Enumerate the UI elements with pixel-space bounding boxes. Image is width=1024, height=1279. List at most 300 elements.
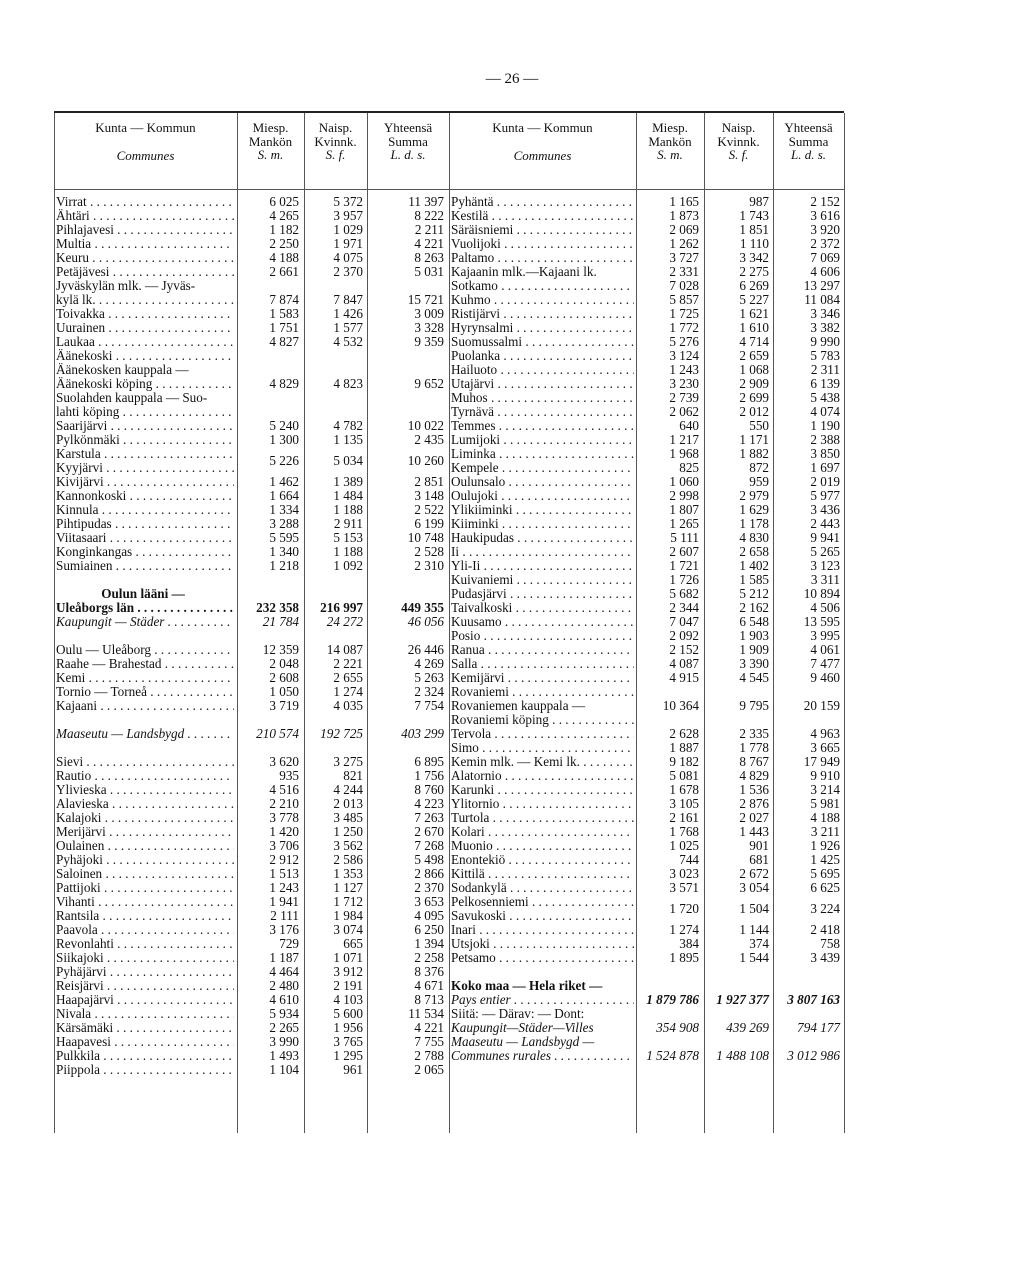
commune-name: Pudasjärvi . . . (451, 587, 634, 601)
female-count: 961 (343, 1062, 363, 1077)
total-count: 7 755 (414, 1034, 444, 1049)
table-row (449, 713, 844, 727)
female-count: 1 135 (333, 432, 363, 447)
table-row (54, 979, 449, 993)
commune-name: Tyrnävä . . . (451, 405, 634, 419)
female-count: 4 823 (333, 376, 363, 391)
female-count: 216 997 (320, 600, 363, 615)
table-row (54, 1007, 449, 1021)
table-row (449, 1021, 844, 1035)
commune-name: Pays entier . . . (451, 993, 634, 1007)
commune-name: Kuivaniemi . . . (451, 573, 634, 587)
commune-name: Ylitornio . . . (451, 797, 634, 811)
commune-name: Ranua . . . (451, 643, 634, 657)
female-count: 1 295 (333, 1048, 363, 1063)
table-row (54, 321, 449, 335)
commune-name: Vihanti . . . (56, 895, 234, 909)
table-row (54, 629, 449, 643)
total-count: 794 177 (797, 1020, 840, 1035)
header-yhteensa: Yhteensä Summa L. d. s. (383, 120, 433, 162)
commune-name: Pihlajavesi . . . (56, 223, 234, 237)
female-count: 2 335 (739, 726, 769, 741)
male-count: 729 (279, 936, 299, 951)
total-count: 3 311 (810, 572, 840, 587)
commune-name: Piippola . . . (56, 1063, 234, 1077)
commune-name: Viitasaari . . . (56, 531, 234, 545)
male-count: 1 807 (669, 502, 699, 517)
table-row (449, 545, 844, 559)
commune-name: Communes rurales . . . (451, 1049, 634, 1063)
male-count: 1 187 (269, 950, 299, 965)
commune-name: Oulunsalo . . . (451, 475, 634, 489)
total-count: 4 506 (810, 600, 840, 615)
female-count: 7 847 (333, 292, 363, 307)
total-count: 3 214 (810, 782, 840, 797)
table-row (449, 839, 844, 853)
female-count: 2 672 (739, 866, 769, 881)
male-count: 1 772 (669, 320, 699, 335)
female-count: 821 (343, 768, 363, 783)
male-count: 2 062 (669, 404, 699, 419)
table-row (54, 559, 449, 573)
commune-name: Kempele . . . (451, 461, 634, 475)
male-count: 4 265 (269, 208, 299, 223)
male-count: 1 887 (669, 740, 699, 755)
male-count: 232 358 (256, 600, 299, 615)
commune-name: Hailuoto . . . (451, 363, 634, 377)
female-count: 1 389 (333, 474, 363, 489)
commune-name: Pyhäntä . . . (451, 195, 634, 209)
male-count: 12 359 (262, 642, 299, 657)
female-count: 987 (749, 194, 769, 209)
commune-name: Sumiainen . . . (56, 559, 234, 573)
female-count: 1 610 (739, 320, 769, 335)
table-row (54, 237, 449, 251)
male-count: 1 243 (269, 880, 299, 895)
male-count: 3 023 (669, 866, 699, 881)
commune-name: Reisjärvi . . . (56, 979, 234, 993)
male-count: 1 462 (269, 474, 299, 489)
male-count: 1 300 (269, 432, 299, 447)
female-count: 1 029 (333, 222, 363, 237)
total-count: 2 324 (414, 684, 444, 699)
table-row (449, 279, 844, 293)
total-count: 46 056 (407, 614, 444, 629)
female-count: 1 903 (739, 628, 769, 643)
male-count: 5 595 (269, 530, 299, 545)
commune-name: Haukipudas . . . (451, 531, 634, 545)
total-count: 9 359 (414, 334, 444, 349)
total-count: 1 756 (414, 768, 444, 783)
male-count: 5 934 (269, 1006, 299, 1021)
female-count: 9 795 (739, 698, 769, 713)
commune-name: Saloinen . . . (56, 867, 234, 881)
commune-name: Ylikiiminki . . . (451, 503, 634, 517)
commune-name: Kaupungit — Städer . . . (56, 615, 234, 629)
page-number: — 26 — (485, 71, 539, 87)
male-count: 1 751 (269, 320, 299, 335)
male-count: 2 628 (669, 726, 699, 741)
female-count: 1 274 (333, 684, 363, 699)
header-kunta-right: Kunta — Kommun Communes (492, 120, 593, 163)
commune-name: Rovaniemen kauppala — (451, 699, 586, 713)
male-count: 5 226 (269, 453, 299, 468)
commune-name: Pelkosenniemi . . . (451, 895, 634, 909)
total-count: 4 223 (414, 796, 444, 811)
male-count: 2 331 (669, 264, 699, 279)
male-count: 1 721 (669, 558, 699, 573)
table-row (449, 517, 844, 531)
table-row (449, 741, 844, 755)
table-row (449, 923, 844, 937)
total-count: 1 697 (810, 460, 840, 475)
male-count: 384 (679, 936, 699, 951)
commune-name: Ylivieska . . . (56, 783, 234, 797)
table-row (449, 503, 844, 517)
male-count: 2 152 (669, 642, 699, 657)
female-count: 2 013 (333, 796, 363, 811)
header-miesp: Miesp. Mankön S. m. (248, 120, 293, 162)
table-row (54, 797, 449, 811)
commune-name: Jyväskylän mlk. — Jyväs- (56, 279, 196, 293)
commune-name: Pihtipudas . . . (56, 517, 234, 531)
male-count: 1 583 (269, 306, 299, 321)
table-row (54, 685, 449, 699)
table-row (54, 839, 449, 853)
female-count: 1 353 (333, 866, 363, 881)
male-count: 2 265 (269, 1020, 299, 1035)
female-count: 4 545 (739, 670, 769, 685)
female-count: 1 426 (333, 306, 363, 321)
male-count: 5 240 (269, 418, 299, 433)
table-row (449, 195, 844, 209)
commune-name: Suomussalmi . . . (451, 335, 634, 349)
commune-name: Oulun lääni — (101, 587, 185, 601)
table-row (54, 811, 449, 825)
female-count: 1 927 377 (716, 992, 769, 1007)
total-count: 10 260 (407, 453, 444, 468)
male-count: 1 524 878 (646, 1048, 699, 1063)
total-count: 6 625 (810, 880, 840, 895)
table-row (54, 965, 449, 979)
table-row (54, 937, 449, 951)
total-count: 2 388 (810, 432, 840, 447)
male-count: 1 050 (269, 684, 299, 699)
commune-name: Ähtäri . . . (56, 209, 234, 223)
commune-name: Kajaanin mlk.—Kajaani lk. (451, 265, 597, 279)
table-row (54, 209, 449, 223)
commune-name: Kärsämäki . . . (56, 1021, 234, 1035)
table-row (449, 489, 844, 503)
total-count: 1 926 (810, 838, 840, 853)
table-row (449, 643, 844, 657)
table-row (449, 979, 844, 993)
table-row (54, 601, 449, 615)
commune-name: Kemijärvi . . . (451, 671, 634, 685)
total-count: 4 963 (810, 726, 840, 741)
female-count: 1 110 (739, 236, 769, 251)
total-count: 7 754 (414, 698, 444, 713)
commune-name: Muonio . . . (451, 839, 634, 853)
male-count: 1 513 (269, 866, 299, 881)
male-count: 4 610 (269, 992, 299, 1007)
male-count: 4 188 (269, 250, 299, 265)
male-count: 7 047 (669, 614, 699, 629)
male-count: 2 661 (269, 264, 299, 279)
total-count: 2 211 (414, 222, 444, 237)
total-count: 5 438 (810, 390, 840, 405)
male-count: 1 218 (269, 558, 299, 573)
total-count: 8 222 (414, 208, 444, 223)
commune-name: Kestilä . . . (451, 209, 634, 223)
commune-name: Muhos . . . (451, 391, 634, 405)
table-row (54, 223, 449, 237)
table-row (449, 447, 844, 461)
female-count: 872 (749, 460, 769, 475)
table-row (54, 363, 449, 377)
male-count: 2 161 (669, 810, 699, 825)
male-count: 4 827 (269, 334, 299, 349)
total-count: 3 616 (810, 208, 840, 223)
commune-name: Liminka . . . (451, 447, 634, 461)
male-count: 3 571 (669, 880, 699, 895)
female-count: 1 544 (739, 950, 769, 965)
male-count: 1 725 (669, 306, 699, 321)
female-count: 1 971 (333, 236, 363, 251)
table-row (54, 307, 449, 321)
female-count: 1 851 (739, 222, 769, 237)
total-count: 5 695 (810, 866, 840, 881)
female-count: 5 153 (333, 530, 363, 545)
female-count: 2 909 (739, 376, 769, 391)
total-count: 3 920 (810, 222, 840, 237)
male-count: 1 060 (669, 474, 699, 489)
commune-name: Paltamo . . . (451, 251, 634, 265)
commune-name: Posio . . . (451, 629, 634, 643)
female-count: 1 092 (333, 558, 363, 573)
male-count: 1 104 (269, 1062, 299, 1077)
female-count: 4 782 (333, 418, 363, 433)
commune-name: Siitä: — Därav: — Dont: (451, 1007, 585, 1021)
table-row (449, 1007, 844, 1021)
commune-name: Rantsila . . . (56, 909, 234, 923)
male-count: 6 025 (269, 194, 299, 209)
female-count: 681 (749, 852, 769, 867)
total-count: 4 269 (414, 656, 444, 671)
male-count: 3 124 (669, 348, 699, 363)
male-count: 21 784 (262, 614, 299, 629)
table-row (449, 699, 844, 713)
female-count: 3 074 (333, 922, 363, 937)
total-count: 2 065 (414, 1062, 444, 1077)
male-count: 5 081 (669, 768, 699, 783)
total-count: 2 310 (414, 558, 444, 573)
male-count: 1 873 (669, 208, 699, 223)
total-count: 3 995 (810, 628, 840, 643)
table-row (449, 587, 844, 601)
header-yhteensa-right: Yhteensä Summa L. d. s. (784, 120, 833, 162)
commune-name: Kinnula . . . (56, 503, 234, 517)
male-count: 10 364 (662, 698, 699, 713)
female-count: 1 956 (333, 1020, 363, 1035)
commune-name: Petäjävesi . . . (56, 265, 234, 279)
total-count: 17 949 (803, 754, 840, 769)
table-row (54, 657, 449, 671)
female-count: 2 659 (739, 348, 769, 363)
header-kunta: Kunta — Kommun Communes (95, 120, 196, 163)
table-row (449, 223, 844, 237)
male-count: 9 182 (669, 754, 699, 769)
table-row (54, 727, 449, 741)
male-count: 1 340 (269, 544, 299, 559)
female-count: 1 778 (739, 740, 769, 755)
female-count: 2 658 (739, 544, 769, 559)
female-count: 2 275 (739, 264, 769, 279)
total-count: 9 990 (810, 334, 840, 349)
commune-name: Kiiminki . . . (451, 517, 634, 531)
commune-name: Äänekosken kauppala — (56, 363, 189, 377)
commune-name: Laukaa . . . (56, 335, 234, 349)
commune-name: Yli-Ii . . . (451, 559, 634, 573)
commune-name: Merijärvi . . . (56, 825, 234, 839)
total-count: 2 443 (810, 516, 840, 531)
total-count: 4 074 (810, 404, 840, 419)
male-count: 3 778 (269, 810, 299, 825)
male-count: 1 265 (669, 516, 699, 531)
table-row (449, 363, 844, 377)
commune-name: Lumijoki . . . (451, 433, 634, 447)
female-count: 550 (749, 418, 769, 433)
male-count: 1 182 (269, 222, 299, 237)
commune-name: Sievi . . . (56, 755, 234, 769)
total-count: 6 199 (414, 516, 444, 531)
total-count: 2 019 (810, 474, 840, 489)
total-count: 5 265 (810, 544, 840, 559)
commune-name: Rovaniemi köping . . . (451, 713, 634, 727)
table-row (449, 405, 844, 419)
table-row (449, 335, 844, 349)
commune-name: Ii . . . (451, 545, 634, 559)
male-count: 4 829 (269, 376, 299, 391)
commune-name: Pylkönmäki . . . (56, 433, 234, 447)
table-row (54, 349, 449, 363)
female-count: 1 577 (333, 320, 363, 335)
table-row (54, 755, 449, 769)
total-count: 7 477 (810, 656, 840, 671)
male-count: 5 111 (670, 530, 699, 545)
male-count: 1 243 (669, 362, 699, 377)
total-count: 1 425 (810, 852, 840, 867)
male-count: 2 998 (669, 488, 699, 503)
female-count: 3 765 (333, 1034, 363, 1049)
total-count: 4 606 (810, 264, 840, 279)
female-count: 2 699 (739, 390, 769, 405)
commune-name: kylä lk. . . . (56, 293, 234, 307)
total-count: 7 268 (414, 838, 444, 853)
table-row (449, 825, 844, 839)
male-count: 1 720 (669, 901, 699, 916)
male-count: 1 879 786 (646, 992, 699, 1007)
male-count: 1 768 (669, 824, 699, 839)
total-count: 8 263 (414, 250, 444, 265)
total-count: 6 139 (810, 376, 840, 391)
male-count: 4 915 (669, 670, 699, 685)
male-count: 2 048 (269, 656, 299, 671)
female-count: 14 087 (326, 642, 363, 657)
commune-name: Pulkkila . . . (56, 1049, 234, 1063)
table-row (54, 671, 449, 685)
table-row (54, 489, 449, 503)
table-row (449, 601, 844, 615)
female-count: 3 054 (739, 880, 769, 895)
female-count: 1 178 (739, 516, 769, 531)
male-count: 1 941 (269, 894, 299, 909)
total-count: 5 498 (414, 852, 444, 867)
table-row (54, 293, 449, 307)
male-count: 2 344 (669, 600, 699, 615)
table-row (54, 265, 449, 279)
female-count: 1 629 (739, 502, 769, 517)
male-count: 2 739 (669, 390, 699, 405)
male-count: 1 726 (669, 572, 699, 587)
table-row (449, 853, 844, 867)
table-row (449, 881, 844, 895)
total-count: 11 397 (408, 194, 444, 209)
commune-name: Temmes . . . (451, 419, 634, 433)
male-count: 3 230 (669, 376, 699, 391)
table-row (449, 671, 844, 685)
commune-name: Karstula . . . (56, 447, 234, 461)
male-count: 1 334 (269, 502, 299, 517)
female-count: 959 (749, 474, 769, 489)
female-count: 1 536 (739, 782, 769, 797)
table-row (449, 265, 844, 279)
total-count: 8 376 (414, 964, 444, 979)
table-row (54, 867, 449, 881)
table-row (54, 993, 449, 1007)
table-row (54, 853, 449, 867)
table-row (449, 559, 844, 573)
table-row (54, 475, 449, 489)
female-count: 5 600 (333, 1006, 363, 1021)
table-row (54, 1035, 449, 1049)
female-count: 5 372 (333, 194, 363, 209)
table-row (54, 195, 449, 209)
table-row (54, 615, 449, 629)
female-count: 2 586 (333, 852, 363, 867)
female-count: 1 188 (333, 502, 363, 517)
table-row (449, 993, 844, 1007)
table-row (54, 251, 449, 265)
male-count: 744 (679, 852, 699, 867)
total-count: 11 534 (408, 1006, 444, 1021)
table-row (54, 825, 449, 839)
female-count: 1 743 (739, 208, 769, 223)
female-count: 3 390 (739, 656, 769, 671)
commune-name: Toivakka . . . (56, 307, 234, 321)
table-row (54, 1021, 449, 1035)
female-count: 192 725 (320, 726, 363, 741)
male-count: 3 288 (269, 516, 299, 531)
table-row (54, 587, 449, 601)
total-count: 9 652 (414, 376, 444, 391)
female-count: 1 488 108 (716, 1048, 769, 1063)
total-count: 8 713 (414, 992, 444, 1007)
commune-name: Kajaani . . . (56, 699, 234, 713)
total-count: 10 022 (407, 418, 444, 433)
male-count: 1 664 (269, 488, 299, 503)
commune-name: Kemin mlk. — Kemi lk. . . . (451, 755, 634, 769)
